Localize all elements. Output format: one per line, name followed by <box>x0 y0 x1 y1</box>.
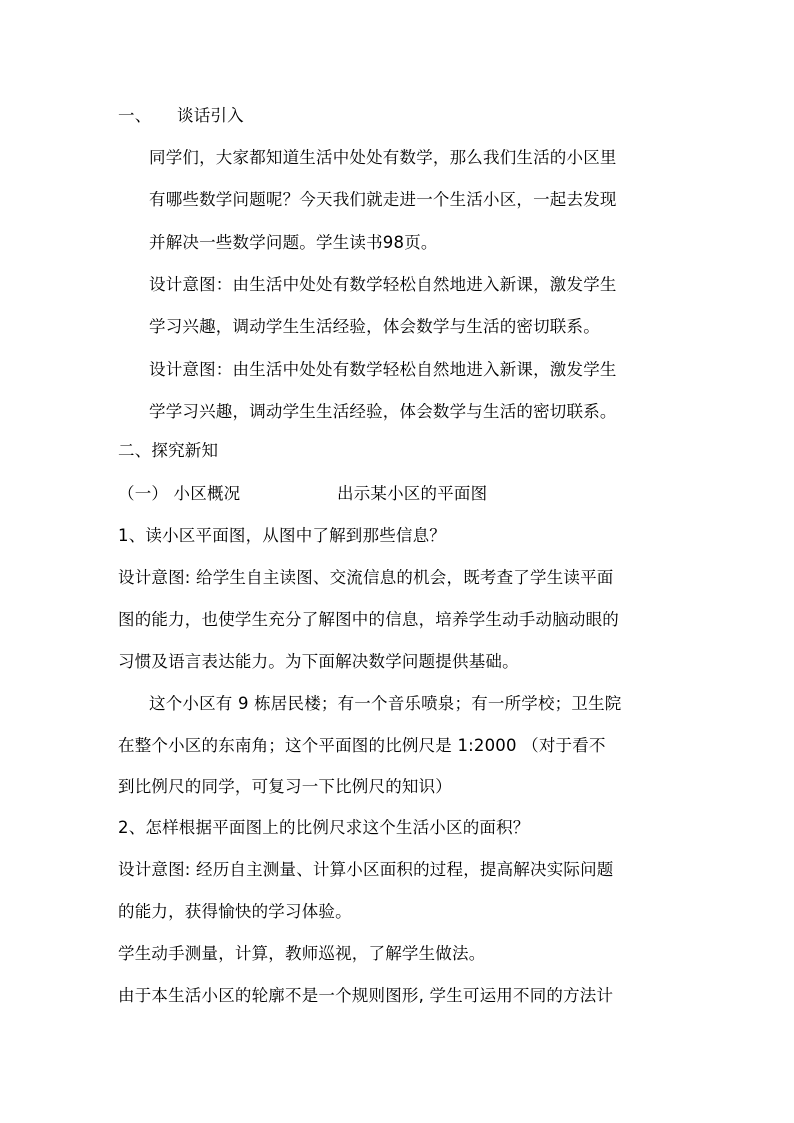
question-2: 2、怎样根据平面图上的比例尺求这个生活小区的面积？ <box>118 818 530 837</box>
design-intent-line: 设计意图: 给学生自主读图、交流信息的机会，既考查了学生读平面 <box>118 568 614 587</box>
design-intent-line: 设计意图：由生活中处处有数学轻松自然地进入新课，激发学生 <box>149 275 617 294</box>
design-intent-line: 学习兴趣，调动学生生活经验，体会数学与生活的密切联系。 <box>149 317 600 336</box>
design-intent-line: 习惯及语言表达能力。为下面解决数学问题提供基础。 <box>118 652 519 671</box>
paragraph-line: 有哪些数学问题呢？今天我们就走进一个生活小区，一起去发现 <box>149 190 617 209</box>
section1-number: 一、 <box>118 106 152 125</box>
design-intent-line: 图的能力，也使学生充分了解图中的信息，培养学生动手动脑动眼的 <box>118 610 619 629</box>
section2-heading: 二、探究新知 <box>118 441 219 460</box>
design-intent-line: 的能力，获得愉快的学习体验。 <box>118 902 352 921</box>
paragraph-line: 同学们，大家都知道生活中处处有数学，那么我们生活的小区里 <box>149 148 617 167</box>
info-line: 在整个小区的东南角；这个平面图的比例尺是 1:2000 （对于看不 <box>118 736 606 755</box>
paragraph-line: 并解决一些数学问题。学生读书98页。 <box>149 233 438 252</box>
design-intent-line: 学学习兴趣，调动学生生活经验，体会数学与生活的密切联系。 <box>149 402 617 421</box>
info-line: 到比例尺的同学，可复习一下比例尺的知识） <box>118 777 452 796</box>
section1-title: 谈话引入 <box>177 106 244 125</box>
design-intent-line: 设计意图: 经历自主测量、计算小区面积的过程，提高解决实际问题 <box>118 860 614 879</box>
activity-line: 学生动手测量，计算，教师巡视，了解学生做法。 <box>118 944 486 963</box>
subsection-note: 出示某小区的平面图 <box>337 484 488 503</box>
subsection-label: （一） 小区概况 <box>118 484 241 503</box>
info-line: 这个小区有 9 栋居民楼；有一个音乐喷泉；有一所学校；卫生院 <box>149 694 622 713</box>
paragraph-line: 由于本生活小区的轮廓不是一个规则图形, 学生可运用不同的方法计 <box>118 986 614 1005</box>
design-intent-line: 设计意图：由生活中处处有数学轻松自然地进入新课，激发学生 <box>149 360 617 379</box>
question-1: 1、读小区平面图，从图中了解到那些信息？ <box>118 526 446 545</box>
